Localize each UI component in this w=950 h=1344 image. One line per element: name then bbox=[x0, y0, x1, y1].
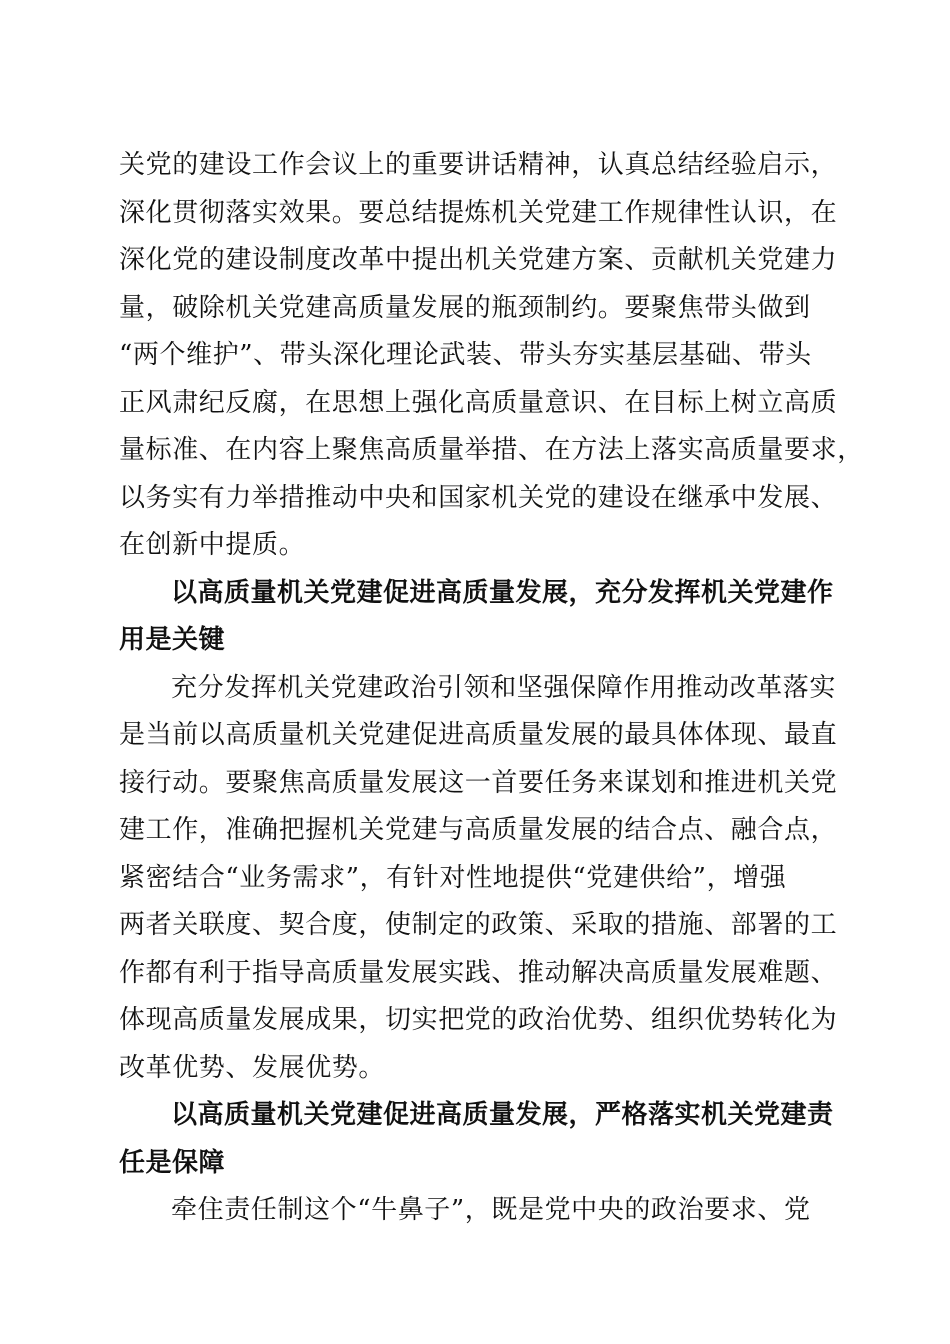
text-line: 是当前以高质量机关党建促进高质量发展的最具体体现、最直 bbox=[119, 720, 838, 750]
section-heading-key bbox=[119, 570, 834, 665]
section-heading-guarantee bbox=[119, 1092, 834, 1187]
text-line: 作都有利于指导高质量发展实践、推动解决高质量发展难题、 bbox=[119, 957, 838, 988]
text-line: 量标准、在内容上聚焦高质量举措、在方法上落实高质量要求， bbox=[119, 435, 864, 465]
text-line: 以务实有力举措推动中央和国家机关党的建设在继承中发展、 bbox=[119, 482, 838, 513]
text-line: 充分发挥机关党建政治引领和坚强保障作用推动改革落实 bbox=[171, 672, 837, 703]
document-body bbox=[119, 142, 864, 1235]
heading-line: 用是关键 bbox=[119, 625, 226, 655]
text-line: 建工作，准确把握机关党建与高质量发展的结合点、融合点， bbox=[119, 815, 838, 845]
text-line: 关党的建设工作会议上的重要讲话精神，认真总结经验启示， bbox=[119, 150, 838, 180]
text-line: 深化贯彻落实效果。要总结提炼机关党建工作规律性认识，在 bbox=[119, 197, 838, 228]
text-line: 接行动。要聚焦高质量发展这一首要任务来谋划和推进机关党 bbox=[119, 767, 838, 798]
text-line: 两者关联度、契合度，使制定的政策、采取的措施、部署的工 bbox=[119, 910, 838, 940]
heading-line: 任是保障 bbox=[119, 1147, 226, 1178]
heading-line: 以高质量机关党建促进高质量发展，充分发挥机关党建作 bbox=[171, 577, 834, 608]
text-line: 牵住责任制这个“牛鼻子”，既是党中央的政治要求、党 bbox=[171, 1195, 811, 1225]
heading-line: 以高质量机关党建促进高质量发展，严格落实机关党建责 bbox=[171, 1100, 834, 1130]
text-line: 量，破除机关党建高质量发展的瓶颈制约。要聚焦带头做到 bbox=[119, 292, 811, 323]
paragraph-continuation bbox=[119, 142, 864, 570]
text-line: 正风肃纪反腐，在思想上强化高质量意识、在目标上树立高质 bbox=[119, 387, 838, 418]
text-line: 紧密结合“业务需求”，有针对性地提供“党建供给”，增强 bbox=[119, 862, 787, 893]
paragraph-key bbox=[119, 665, 838, 1093]
text-line: 深化党的建设制度改革中提出机关党建方案、贡献机关党建力 bbox=[119, 245, 838, 275]
text-line: 在创新中提质。 bbox=[119, 530, 306, 560]
text-line: “两个维护”、带头深化理论武装、带头夯实基层基础、带头 bbox=[119, 340, 812, 370]
text-line: 体现高质量发展成果，切实把党的政治优势、组织优势转化为 bbox=[119, 1005, 838, 1035]
paragraph-guarantee bbox=[119, 1187, 831, 1235]
text-line: 改革优势、发展优势。 bbox=[119, 1052, 386, 1083]
